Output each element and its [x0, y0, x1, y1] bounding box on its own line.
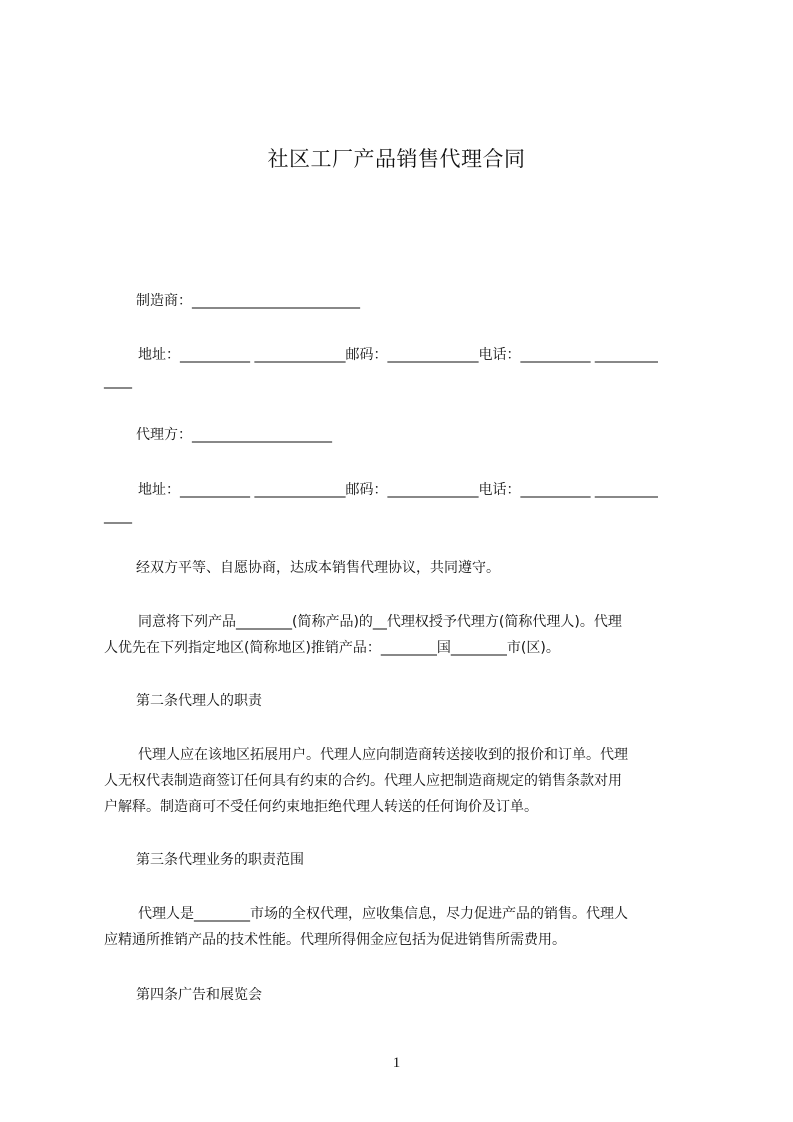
clause1-line2: 人优先在下列指定地区(简称地区)推销产品：________国________市(区)。	[104, 640, 560, 656]
clause2-heading: 第二条代理人的职责	[136, 693, 262, 709]
clause4-heading: 第四条广告和展览会	[136, 987, 262, 1003]
contract-title: 社区工厂产品销售代理合同	[267, 147, 526, 171]
clause1-line1: 同意将下列产品________(简称产品)的__代理权授予代理方(简称代理人)。代理	[138, 614, 622, 630]
clause3-line2: 应精通所推销产品的技术性能。代理所得佣金应包括为促进销售所需费用。	[104, 932, 566, 948]
clause2-line1: 代理人应在该地区拓展用户。代理人应向制造商转送接收到的报价和订单。代理	[138, 747, 628, 763]
page-number: 1	[392, 1055, 401, 1071]
clause2-line2: 人无权代表制造商签订任何具有约束的合约。代理人应把制造商规定的销售条款对用	[104, 773, 622, 789]
agent-field: 代理方：____________________	[136, 427, 332, 443]
manufacturer-address-line: 地址：__________ _____________邮码：_____________电话：__________ _________	[138, 347, 658, 363]
clause3-heading: 第三条代理业务的职责范围	[136, 852, 304, 868]
agent-address-line: 地址：__________ _____________邮码：_____________电话：__________ _________	[138, 482, 658, 498]
clause2-line3: 户解释。制造商可不受任何约束地拒绝代理人转送的任何询价及订单。	[104, 799, 538, 815]
clause3-line1: 代理人是________市场的全权代理，应收集信息，尽力促进产品的销售。代理人	[138, 906, 628, 922]
manufacturer-field: 制造商：________________________	[136, 293, 360, 309]
manufacturer-address-continuation: ____	[104, 373, 132, 389]
intro-paragraph: 经双方平等、自愿协商，达成本销售代理协议，共同遵守。	[136, 560, 500, 576]
agent-address-continuation: ____	[104, 508, 132, 524]
